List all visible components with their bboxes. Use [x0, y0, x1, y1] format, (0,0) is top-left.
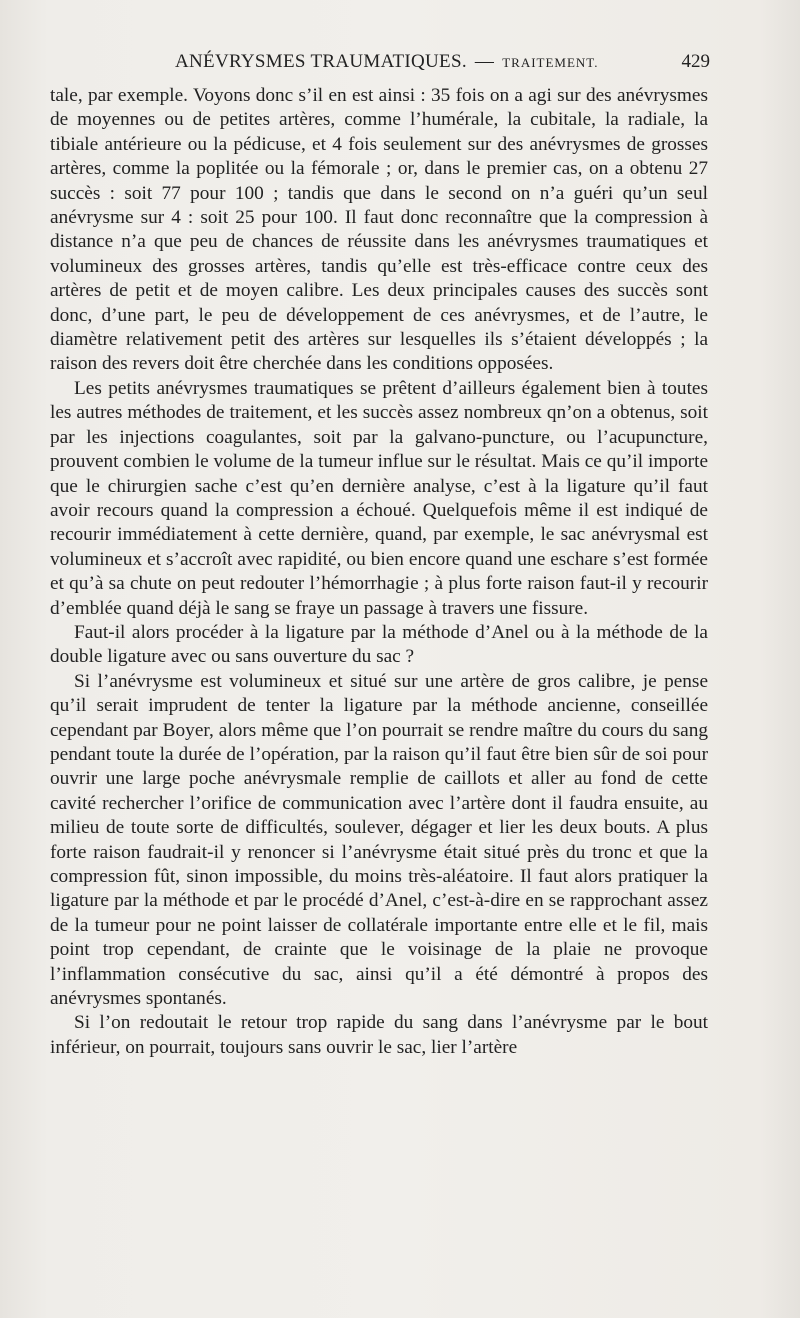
running-header	[60, 48, 710, 76]
paragraph-1: tale, par exemple. Voyons donc s’il en est ainsi : 35 fois on a agi sur des anévrysmes de moyennes ou de petites artères, comme l’humérale, la cubitale, la radiale, la tibiale antérieure ou la pédicuse, et 4 fois seulement sur des anévrysmes de grosses artères, comme la poplitée ou la fémorale ; or, dans le premier cas, on a obtenu 27 succès : soit 77 pour 100 ; tandis que dans le second on n’a guéri qu’un seul anévrysme sur 4 : soit 25 pour 100. Il faut donc reconnaître que la compression à distance n’a que peu de chances de réussite dans les anévrysmes traumatiques et volumineux des grosses artères, tandis qu’elle est très-efficace contre ceux des artères de petit et de moyen calibre. Les deux principales causes des succès sont donc, d’une part, le peu de développement de ces anévrysmes, et de l’autre, le diamètre relativement petit des artères sur lesquelles ils s’étaient développés ; la raison des revers doit être cherchée dans les conditions opposées.	[50, 85, 708, 375]
paragraph-5: Si l’on redoutait le retour trop rapide du sang dans l’anévrysme par le bout inférieur, on pourrait, toujours sans ouvrir le sac, lier l’artère	[50, 1012, 708, 1058]
header-title: ANÉVRYSMES TRAUMATIQUES.	[175, 51, 467, 72]
page-number: 429	[681, 51, 710, 72]
running-title	[175, 48, 599, 77]
paragraph-4: Si l’anévrysme est volumineux et situé sur une artère de gros calibre, je pense qu’il serait imprudent de tenter la ligature par la méthode ancienne, conseillée cependant par Boyer, alors même que l’on pourrait se rendre maître du cours du sang pendant toute la durée de l’opération, par la raison qu’il faut être bien sûr de soi pour ouvrir une large poche anévrysmale remplie de caillots et aller au fond de cette cavité rechercher l’orifice de communication avec l’artère dont il faudra ensuite, au milieu de toute sorte de difficultés, soulever, dégager et lier les deux bouts. A plus forte raison faudrait-il y renoncer si l’anévrysme était situé près du tronc et que la compression fût, sinon impossible, du moins très-aléatoire. Il faut alors pratiquer la ligature par la méthode et par le procédé d’Anel, c’est-à-dire en se rapprochant assez de la tumeur pour ne point laisser de collatérale importante entre elle et le fil, mais point trop cependant, de crainte que le voisinage de la plaie ne provoque l’inflammation consécutive du sac, ainsi qu’il a été démontré à propos des anévrysmes spontanés.	[50, 670, 708, 1010]
header-subtitle: TRAITEMENT.	[502, 55, 599, 70]
header-separator: —	[474, 51, 495, 72]
body-text	[50, 84, 708, 1060]
paragraph-3: Faut-il alors procéder à la ligature par la méthode d’Anel ou à la méthode de la double ligature avec ou sans ouverture du sac ?	[50, 621, 708, 668]
paragraph-2: Les petits anévrysmes traumatiques se prêtent d’ailleurs également bien à toutes les autres méthodes de traitement, et les succès assez nombreux qn’on a obtenus, soit par les injections coagulantes, soit par la galvano-puncture, ou l’acupuncture, prouvent combien le volume de la tumeur influe sur le résultat. Mais ce qu’il importe que le chirurgien sache c’est qu’en dernière analyse, c’est à la ligature qu’il faut avoir recours quand la compression a échoué. Quelquefois même il est indiqué de recourir immédiatement à cette dernière, quand, par exemple, le sac anévrysmal est volumineux et s’accroît avec rapidité, ou bien encore quand une eschare s’est formée et qu’à sa chute on peut redouter l’hémorrhagie ; à plus forte raison faut-il y recourir d’emblée quand déjà le sang se fraye un passage à travers une fissure.	[50, 377, 708, 619]
